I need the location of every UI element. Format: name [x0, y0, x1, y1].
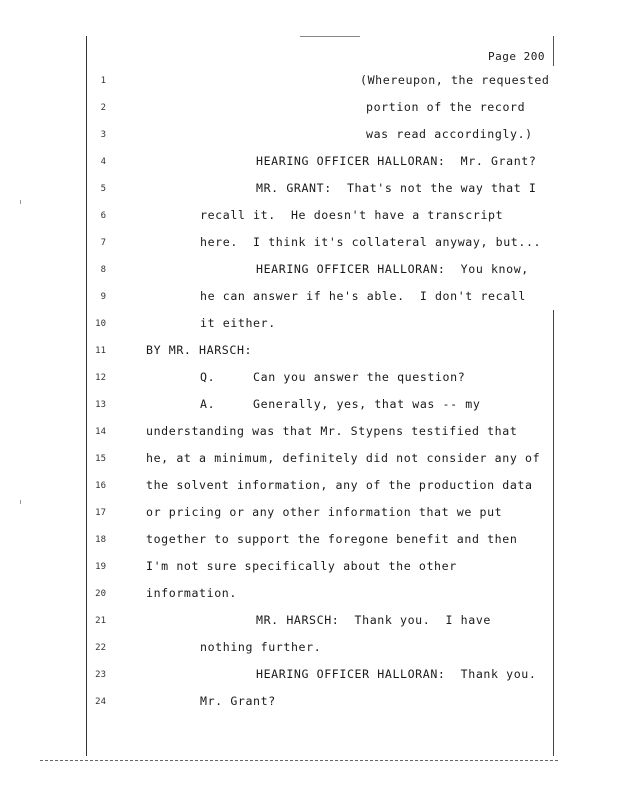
- line-number: 10: [95, 319, 106, 329]
- line-number: 5: [100, 184, 106, 194]
- line-number: 16: [95, 481, 106, 491]
- transcript-line: together to support the foregone benefit and then: [146, 532, 518, 546]
- transcript-line: it either.: [200, 316, 276, 330]
- right-margin-rule-top: [553, 36, 554, 66]
- line-number: 2: [100, 103, 106, 113]
- transcript-line: he, at a minimum, definitely did not consider any of: [146, 451, 541, 465]
- page-number: Page 200: [488, 50, 545, 63]
- transcript-line: MR. GRANT: That's not the way that I: [256, 181, 537, 195]
- transcript-line: HEARING OFFICER HALLORAN: Thank you.: [256, 667, 537, 681]
- line-number: 20: [95, 589, 106, 599]
- transcript-line: (Whereupon, the requested: [360, 73, 550, 87]
- line-number: 22: [95, 643, 106, 653]
- line-number: 11: [95, 346, 106, 356]
- line-number: 24: [95, 697, 106, 707]
- line-number: 13: [95, 400, 106, 410]
- line-number: 15: [95, 454, 106, 464]
- transcript-line: was read accordingly.): [366, 127, 533, 141]
- line-number: 1: [100, 76, 106, 86]
- transcript-line: or pricing or any other information that we put: [146, 505, 503, 519]
- transcript-line: HEARING OFFICER HALLORAN: You know,: [256, 262, 529, 276]
- line-number: 3: [100, 130, 106, 140]
- transcript-line: understanding was that Mr. Stypens testified that: [146, 424, 518, 438]
- line-number: 23: [95, 670, 106, 680]
- line-number: 8: [100, 265, 106, 275]
- transcript-line: MR. HARSCH: Thank you. I have: [256, 613, 491, 627]
- scan-edge-marks: [20, 80, 21, 740]
- top-rule: [300, 36, 360, 37]
- transcript-line: information.: [146, 586, 237, 600]
- line-number: 14: [95, 427, 106, 437]
- line-number: 17: [95, 508, 106, 518]
- line-number: 19: [95, 562, 106, 572]
- line-number: 18: [95, 535, 106, 545]
- line-number: 6: [100, 211, 106, 221]
- transcript-line: here. I think it's collateral anyway, but...: [200, 235, 542, 249]
- line-number: 21: [95, 616, 106, 626]
- bottom-rule: [40, 760, 560, 761]
- transcript-line: I'm not sure specifically about the other: [146, 559, 457, 573]
- transcript-line: A. Generally, yes, that was -- my: [200, 397, 481, 411]
- line-number: 9: [100, 292, 106, 302]
- transcript-line: Q. Can you answer the question?: [200, 370, 466, 384]
- transcript-line: portion of the record: [366, 100, 526, 114]
- transcript-line: Mr. Grant?: [200, 694, 276, 708]
- line-number: 7: [100, 238, 106, 248]
- transcript-line: he can answer if he's able. I don't recall: [200, 289, 526, 303]
- transcript-line: HEARING OFFICER HALLORAN: Mr. Grant?: [256, 154, 537, 168]
- right-margin-rule: [553, 310, 554, 756]
- transcript-line: BY MR. HARSCH:: [146, 343, 253, 357]
- line-number: 4: [100, 157, 106, 167]
- transcript-line: nothing further.: [200, 640, 322, 654]
- transcript-line: the solvent information, any of the production data: [146, 478, 533, 492]
- transcript-line: recall it. He doesn't have a transcript: [200, 208, 504, 222]
- line-number: 12: [95, 373, 106, 383]
